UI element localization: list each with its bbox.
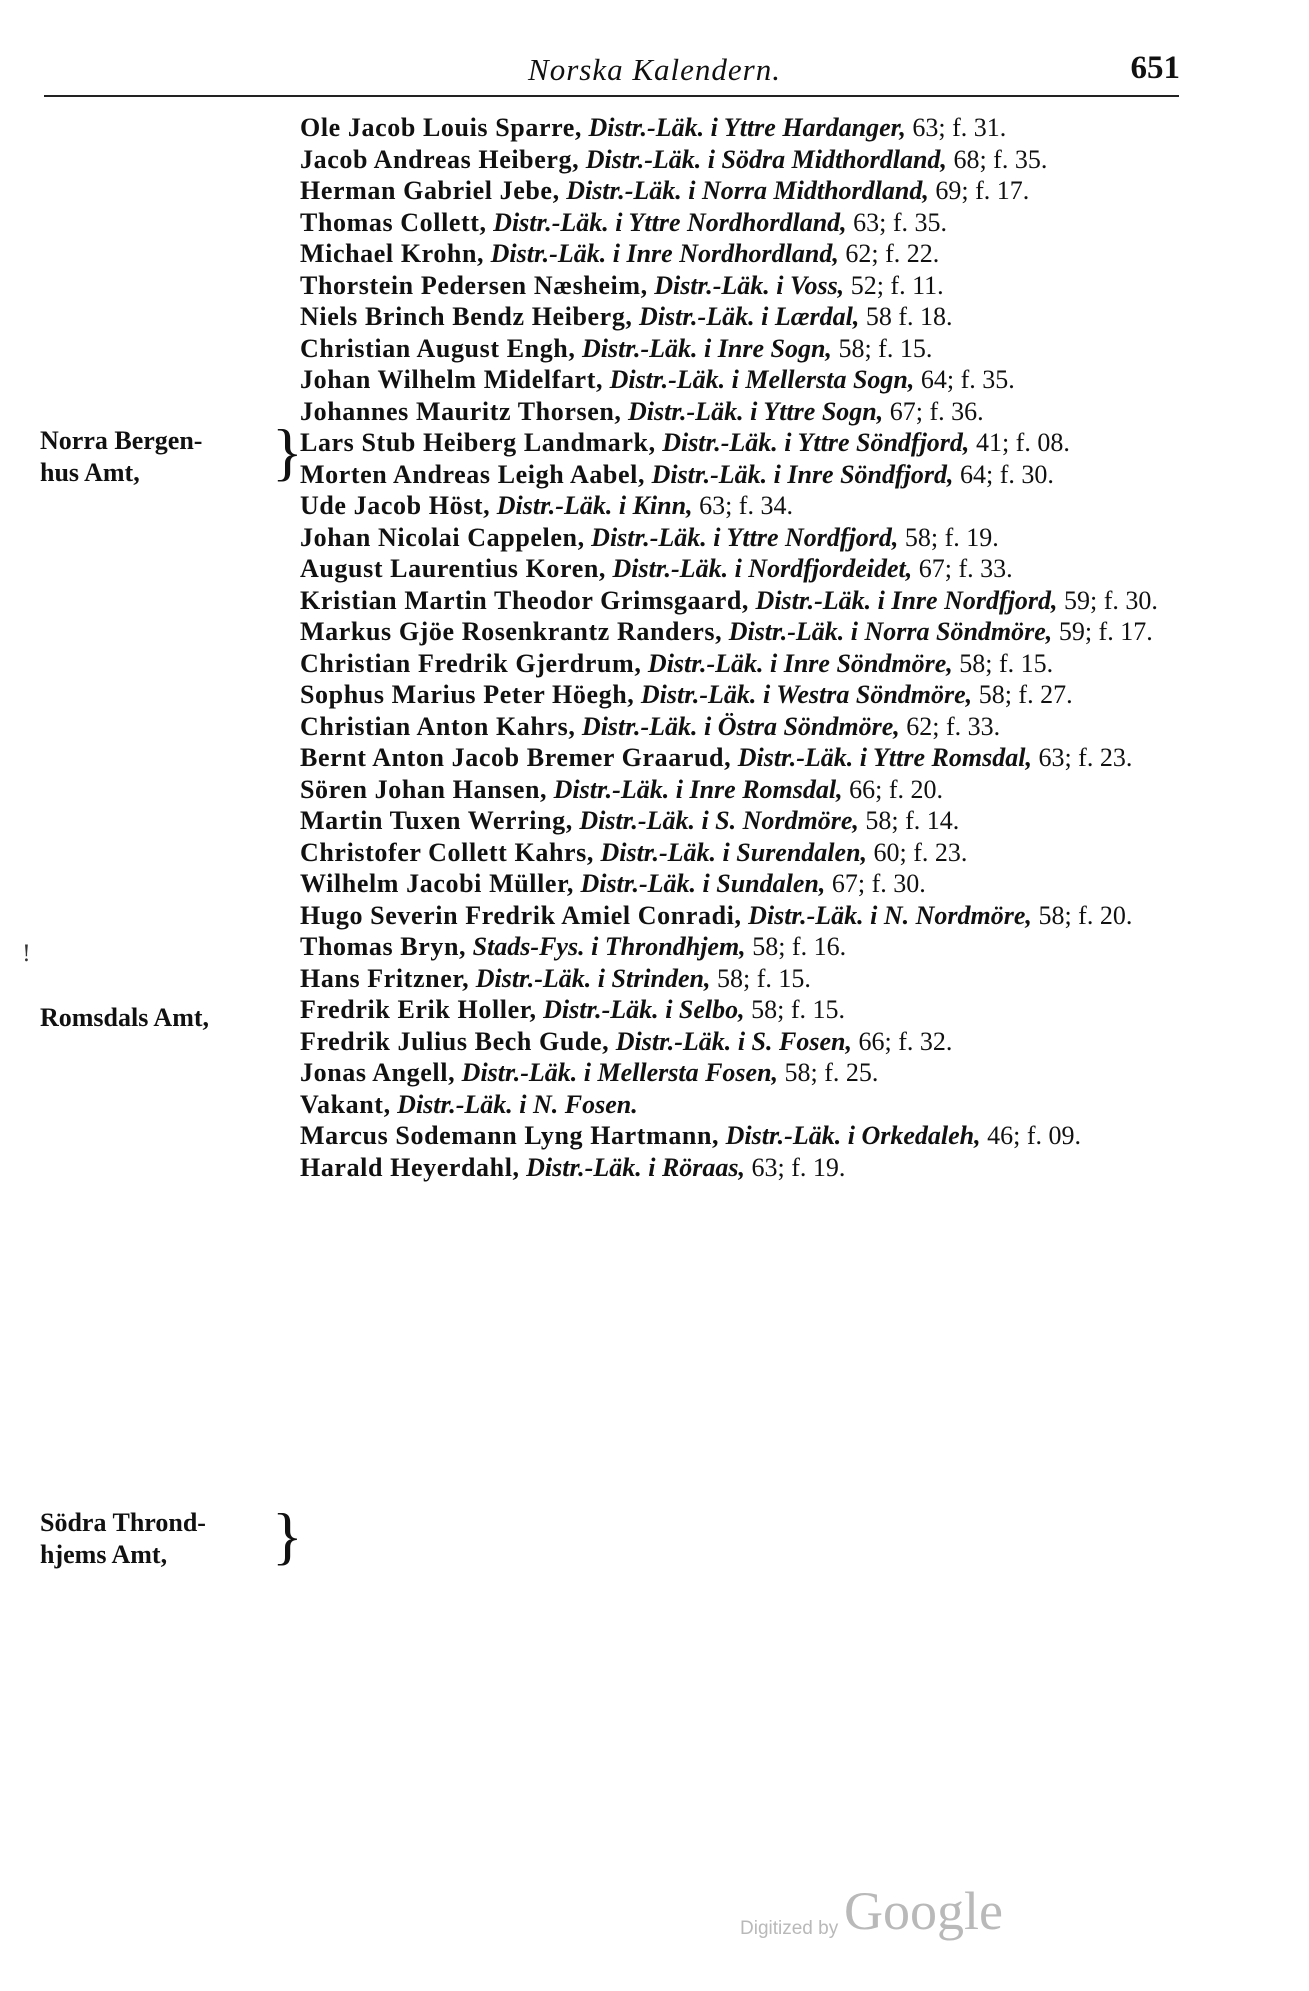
entry-title: Distr.-Läk. (639, 302, 755, 331)
entry-dates: 46; f. 09. (987, 1121, 1081, 1150)
entry-title: Distr.-Läk. (612, 554, 729, 583)
entry-dates: 63; f. 34. (699, 491, 793, 520)
entry-dates: 59; f. 17. (1058, 617, 1153, 646)
entry-place: i N. Nordmöre, (870, 900, 1032, 930)
section-label-romsdal: Romsdals Amt, (40, 1003, 210, 1032)
entry-title: Distr.-Läk. (581, 333, 698, 363)
entry-place: i Yttre Söndfjord, (784, 428, 970, 457)
entry-place: i Westra Söndmöre, (762, 680, 973, 709)
list-item (300, 333, 1180, 365)
entry-dates: 68; f. 35. (953, 144, 1048, 174)
entry-name: Johan Wilhelm Midelfart, (300, 365, 604, 394)
entry-title: Distr.-Läk. (579, 806, 695, 835)
list-item (300, 553, 1180, 585)
entry-dates: 67; f. 33. (918, 554, 1013, 583)
digitized-watermark (740, 1880, 1040, 1950)
entry-place: i Inre Söndmöre, (770, 648, 953, 678)
entry-name: Vakant, (300, 1089, 391, 1119)
entry-name: Christian Fredrik Gjerdrum, (300, 648, 642, 678)
entry-name: Hans Fritzner, (300, 963, 470, 993)
entry-name: Fredrik Julius Bech Gude, (300, 1026, 610, 1056)
entry-dates: 64; f. 35. (920, 365, 1015, 394)
entry-name: Johannes Mauritz Thorsen, (300, 396, 622, 426)
entry-place: i Yttre Sogn, (750, 396, 884, 426)
entry-place: i Voss, (776, 270, 845, 300)
entry-place: i N. Fosen. (519, 1089, 638, 1119)
entry-name: Christofer Collett Kahrs, (300, 837, 594, 867)
list-item (300, 868, 1180, 900)
entry-title: Distr.-Läk. (585, 144, 702, 174)
entry-name: Niels Brinch Bendz Heiberg, (300, 302, 633, 331)
list-item (300, 1089, 1180, 1121)
entry-dates: 58; f. 19. (904, 522, 999, 552)
entry-name: Martin Tuxen Werring, (300, 806, 573, 835)
header-rule (44, 95, 1179, 97)
entry-dates: 52; f. 11. (850, 270, 944, 300)
entry-place: i Yttre Nordhordland, (615, 207, 847, 237)
entry-place: i Nordfjordeidet, (734, 554, 913, 583)
entry-name: Markus Gjöe Rosenkrantz Randers, (300, 617, 723, 646)
list-item (300, 648, 1180, 680)
entry-title: Distr.-Läk. (600, 837, 717, 867)
entry-place: i Inre Romsdal, (675, 774, 843, 804)
entry-dates: 58 f. 18. (865, 302, 953, 331)
entry-title: Distr.-Läk. (526, 1152, 642, 1182)
entry-name: Lars Stub Heiberg Landmark, (300, 428, 656, 457)
entry-name: Ude Jacob Höst, (300, 491, 491, 520)
entry-place: i Inre Nordhordland, (612, 239, 839, 268)
entry-place: i Yttre Romsdal, (859, 743, 1032, 772)
list-item (300, 144, 1180, 176)
entry-dates: 58; f. 20. (1038, 900, 1133, 930)
entry-dates: 63; f. 19. (751, 1152, 846, 1182)
entry-name: Sophus Marius Peter Höegh, (300, 680, 635, 709)
entry-title: Distr.-Läk. (493, 207, 609, 237)
entry-dates: 58; f. 14. (865, 806, 960, 835)
entry-title: Distr.-Läk. (640, 680, 757, 709)
brace-norra-bergenhus: } (272, 416, 303, 487)
list-item (300, 238, 1180, 270)
margin-mark: ! (22, 942, 31, 967)
entry-place: i Röraas, (648, 1152, 746, 1182)
entry-name: Wilhelm Jacobi Müller, (300, 869, 574, 898)
page-number: 651 (1130, 50, 1180, 86)
entry-place: i Östra Söndmöre, (704, 711, 900, 741)
page-header (0, 50, 1309, 98)
entry-name: Morten Andreas Leigh Aabel, (300, 459, 646, 489)
entry-title: Distr.-Läk. (748, 900, 864, 930)
entry-title: Distr.-Läk. (397, 1089, 513, 1119)
list-item (300, 931, 1180, 963)
entry-list (300, 112, 1180, 1183)
entry-dates: 66; f. 20. (849, 774, 943, 804)
entry-name: Marcus Sodemann Lyng Hartmann, (300, 1121, 720, 1150)
list-item (300, 1120, 1180, 1152)
list-item (300, 1057, 1180, 1089)
entry-place: i Inre Nordfjord, (877, 585, 1058, 615)
entry-dates: 58; f. 15. (838, 333, 933, 363)
entry-title: Distr.-Läk. (475, 963, 592, 993)
section-label-sodra-throndhjem: Södra Thrond- hjems Amt, (40, 1508, 206, 1569)
entry-dates: 63; f. 31. (912, 113, 1007, 142)
entry-name: Thorstein Pedersen Næsheim, (300, 270, 648, 300)
entry-place: i Inre Söndfjord, (773, 459, 954, 489)
entry-dates: 62; f. 33. (906, 711, 1001, 741)
list-item (300, 774, 1180, 806)
list-item (300, 459, 1180, 491)
entry-dates: 58; f. 27. (978, 680, 1073, 709)
entry-place: i S. Fosen, (737, 1026, 852, 1056)
list-item (300, 207, 1180, 239)
entry-dates: 64; f. 30. (960, 459, 1054, 489)
entry-dates: 58; f. 25. (784, 1058, 879, 1087)
entry-place: i Surendalen, (722, 837, 868, 867)
entry-name: Ole Jacob Louis Sparre, (300, 113, 583, 142)
entry-title: Distr.-Läk. (615, 1026, 732, 1056)
entry-name: Jonas Angell, (300, 1058, 456, 1087)
entry-title: Distr.-Läk. (628, 396, 744, 426)
list-item (300, 742, 1180, 774)
digitized-by-text: Digitized by (740, 1918, 839, 1939)
entry-name: August Laurentius Koren, (300, 554, 606, 583)
entry-place: i Mellersta Fosen, (583, 1058, 779, 1087)
entry-title: Distr.-Läk. (588, 113, 705, 142)
entry-title: Distr.-Läk. (461, 1058, 578, 1087)
entry-dates: 66; f. 32. (858, 1026, 953, 1056)
brace-sodra-throndhjem: } (272, 1500, 303, 1571)
entry-place: i Norra Midthordland, (688, 176, 929, 205)
entry-title: Distr.-Läk. (651, 459, 768, 489)
list-item (300, 112, 1180, 144)
entry-title: Distr.-Läk. (553, 774, 670, 804)
list-item (300, 585, 1180, 617)
list-item (300, 175, 1180, 207)
entry-place: i Throndhjem, (591, 932, 746, 961)
entry-title: Distr.-Läk. (581, 711, 698, 741)
entry-place: i Södra Midthordland, (707, 144, 947, 174)
entry-dates: 62; f. 22. (845, 239, 940, 268)
entry-dates: 58; f. 16. (752, 932, 847, 961)
list-item (300, 490, 1180, 522)
entry-name: Thomas Collett, (300, 207, 487, 237)
entry-title: Distr.-Läk. (566, 176, 682, 205)
entry-name: Michael Krohn, (300, 239, 485, 268)
entry-name: Christian Anton Kahrs, (300, 711, 576, 741)
list-item (300, 711, 1180, 743)
entry-title: Distr.-Läk. (755, 585, 872, 615)
entry-place: i Orkedaleh, (847, 1121, 981, 1150)
entry-title: Distr.-Läk. (728, 617, 845, 646)
section-label-norra-bergenhus: Norra Bergen- hus Amt, (40, 426, 203, 487)
entry-title: Distr.-Läk. (647, 648, 764, 678)
list-item (300, 396, 1180, 428)
entry-name: Bernt Anton Jacob Bremer Graarud, (300, 743, 732, 772)
entry-place: i Strinden, (597, 963, 711, 993)
entry-title: Distr.-Läk. (490, 239, 607, 268)
list-item (300, 1152, 1180, 1184)
entry-dates: 58; f. 15. (751, 995, 846, 1024)
entry-name: Hugo Severin Fredrik Amiel Conradi, (300, 900, 742, 930)
entry-dates: 63; f. 23. (1038, 743, 1133, 772)
entry-place: i Yttre Nordfjord, (713, 522, 899, 552)
running-title: Norska Kalendern. (528, 52, 781, 87)
entry-dates: 67; f. 36. (889, 396, 984, 426)
entry-title: Distr.-Läk. (496, 491, 613, 520)
entry-dates: 63; f. 35. (853, 207, 948, 237)
entry-title: Distr.-Läk. (543, 995, 659, 1024)
entry-title: Distr.-Läk. (580, 869, 697, 898)
list-item (300, 301, 1180, 333)
list-item (300, 900, 1180, 932)
entry-title: Distr.-Läk. (662, 428, 778, 457)
entry-name: Jacob Andreas Heiberg, (300, 144, 580, 174)
entry-name: Kristian Martin Theodor Grimsgaard, (300, 585, 750, 615)
entry-dates: 67; f. 30. (831, 869, 926, 898)
entry-place: i Sundalen, (702, 869, 826, 898)
list-item (300, 679, 1180, 711)
entry-name: Harald Heyerdahl, (300, 1152, 520, 1182)
list-item (300, 805, 1180, 837)
entry-title: Distr.-Läk. (737, 743, 854, 772)
list-item (300, 837, 1180, 869)
google-logo: Google (844, 1881, 1003, 1941)
entry-place: i S. Nordmöre, (701, 806, 859, 835)
entry-place: i Yttre Hardanger, (710, 113, 906, 142)
entry-place: i Lærdal, (761, 302, 860, 331)
entry-place: i Selbo, (665, 995, 745, 1024)
entry-name: Sören Johan Hansen, (300, 774, 548, 804)
entry-place: i Mellersta Sogn, (731, 365, 915, 394)
list-item (300, 616, 1180, 648)
entry-place: i Inre Sogn, (704, 333, 832, 363)
entry-dates: 41; f. 08. (975, 428, 1070, 457)
entry-place: i Norra Söndmöre, (850, 617, 1053, 646)
entry-name: Johan Nicolai Cappelen, (300, 522, 585, 552)
list-item (300, 963, 1180, 995)
list-item (300, 994, 1180, 1026)
entry-title: Distr.-Läk. (725, 1121, 842, 1150)
list-item (300, 1026, 1180, 1058)
entry-title: Stads-Fys. (472, 932, 585, 961)
entry-dates: 60; f. 23. (873, 837, 968, 867)
list-item (300, 427, 1180, 459)
entry-title: Distr.-Läk. (591, 522, 707, 552)
entry-name: Christian August Engh, (300, 333, 576, 363)
list-item (300, 270, 1180, 302)
list-item (300, 522, 1180, 554)
entry-name: Herman Gabriel Jebe, (300, 176, 560, 205)
entry-name: Fredrik Erik Holler, (300, 995, 537, 1024)
entry-name: Thomas Bryn, (300, 932, 467, 961)
list-item (300, 364, 1180, 396)
entry-dates: 59; f. 30. (1063, 585, 1158, 615)
entry-title: Distr.-Läk. (654, 270, 770, 300)
entry-title: Distr.-Läk. (609, 365, 726, 394)
entry-dates: 69; f. 17. (935, 176, 1030, 205)
entry-dates: 58; f. 15. (959, 648, 1054, 678)
entry-place: i Kinn, (618, 491, 693, 520)
entry-dates: 58; f. 15. (717, 963, 811, 993)
